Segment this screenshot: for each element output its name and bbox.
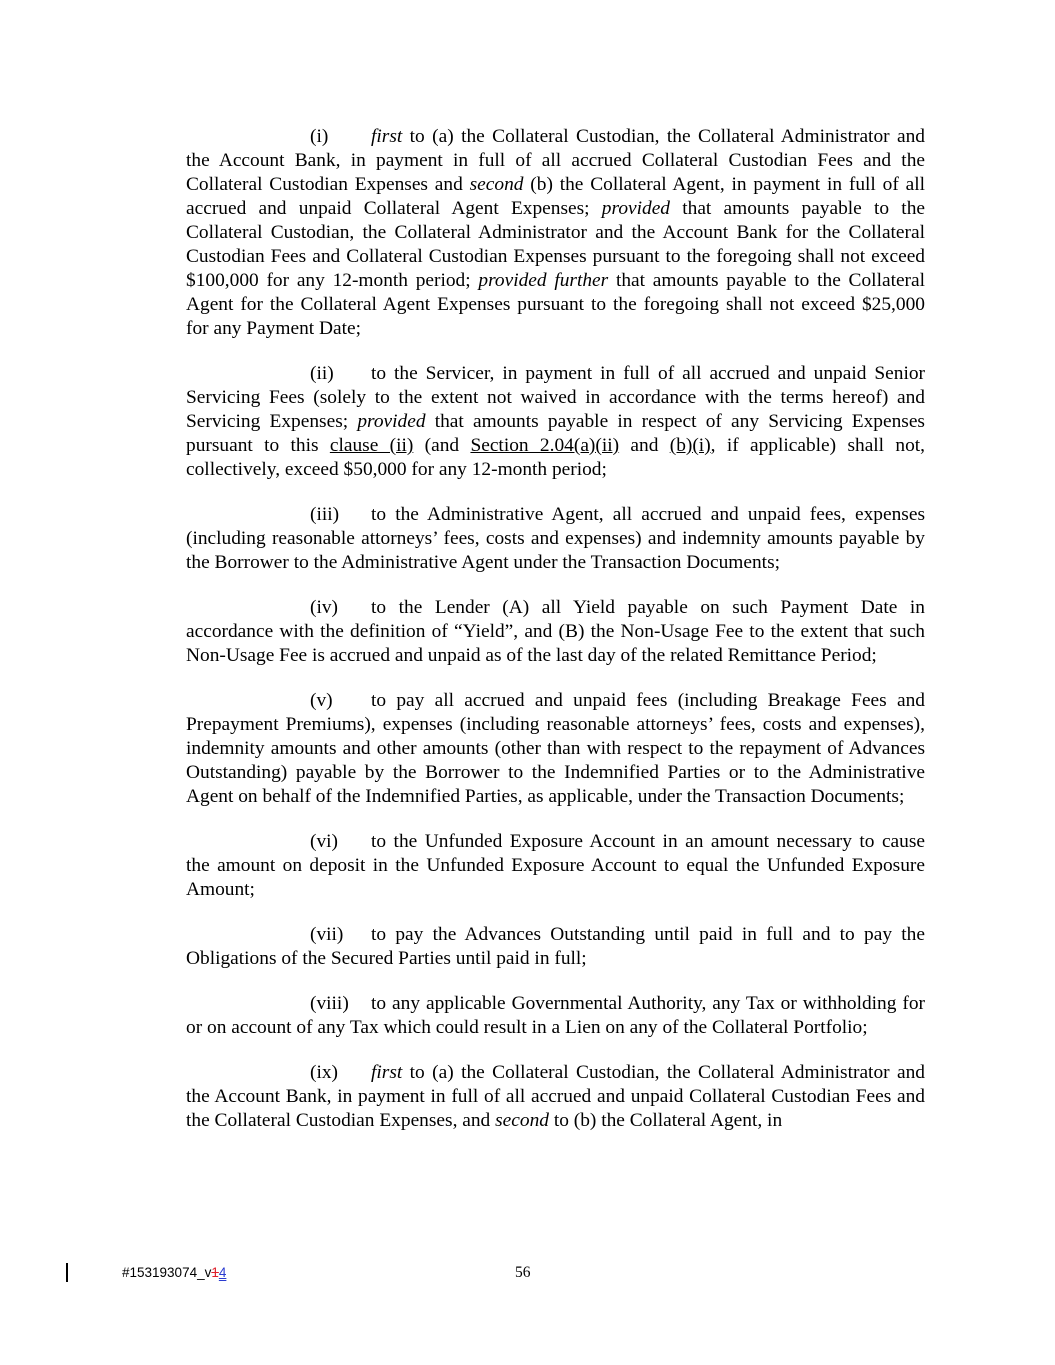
clause-text: (b) the Collateral Agent, in payment in full of all accrued and unpaid Collateral Agent Expenses;: [186, 174, 925, 219]
italic-term: provided further: [478, 270, 609, 291]
clause-text: to (a) the Collateral Custodian, the Collateral Administrator and the Account Bank, in payment in full of all accrued Collateral Custodian Fees and the Collateral Custodian Expenses and: [186, 126, 925, 195]
italic-term: second: [495, 1110, 549, 1131]
clause-text: to (b) the Collateral Agent, in: [548, 1110, 783, 1131]
clause-paragraph: [186, 923, 925, 971]
clause-paragraph: [186, 596, 925, 668]
change-bar-marker: [66, 1263, 68, 1282]
clause-number: (ii): [310, 363, 334, 384]
italic-term: provided: [601, 198, 671, 219]
clause-number: (vi): [310, 831, 338, 852]
clause-paragraph: [186, 992, 925, 1040]
cross-reference: clause (ii): [329, 435, 414, 456]
clause-paragraph: [186, 503, 925, 575]
clause-text: to pay all accrued and unpaid fees (including Breakage Fees and Prepayment Premiums), expenses (including reasonable attorneys’ fees, costs and expenses), indemnity amounts and other amounts (other than with respect to the repayment of Advances Outstanding) payable by the Borrower to the Indemnified Parties or to the Administrative Agent on behalf of the Indemnified Parties, as applicable, under the Transaction Documents;: [186, 690, 925, 807]
clause-text: to pay the Advances Outstanding until paid in full and to pay the Obligations of the Secured Parties until paid in full;: [186, 924, 925, 969]
cross-reference: (b)(i): [669, 435, 711, 456]
clause-paragraph: [186, 689, 925, 809]
italic-term: provided: [357, 411, 426, 432]
footer-document-id: [122, 1265, 226, 1280]
clause-text: that amounts payable to the Collateral Agent for the Collateral Agent Expenses pursuant to the foregoing shall not exceed $25,000 for any Payment Date;: [186, 270, 926, 339]
clause-number: (iii): [310, 504, 340, 525]
clause-number: (ix): [310, 1062, 338, 1083]
clause-text: to the Unfunded Exposure Account in an amount necessary to cause the amount on deposit in the Unfunded Exposure Account to equal the Unfunded Exposure Amount;: [186, 831, 925, 900]
clause-number: (vii): [310, 924, 344, 945]
clause-text: to the Lender (A) all Yield payable on such Payment Date in accordance with the definition of “Yield”, and (B) the Non-Usage Fee to the extent that such Non-Usage Fee is accrued and unpaid as of the last day of the related Remittance Period;: [186, 597, 925, 666]
clause-text: (and: [413, 435, 471, 456]
doc-id-prefix: #153193074_v: [122, 1265, 212, 1280]
clause-paragraph: [186, 1061, 925, 1133]
document-body: [186, 125, 925, 1154]
clause-number: (v): [310, 690, 333, 711]
italic-term: first: [371, 126, 403, 147]
clause-text: to any applicable Governmental Authority, any Tax or withholding for or on account of any Tax which could result in a Lien on any of the Collateral Portfolio;: [186, 993, 925, 1038]
clause-number: (i): [310, 126, 329, 147]
clause-text: to the Administrative Agent, all accrued and unpaid fees, expenses (including reasonable attorneys’ fees, costs and expenses) and indemnity amounts payable by the Borrower to the Administrative Agent under the Transaction Documents;: [186, 504, 925, 573]
italic-term: second: [469, 174, 524, 195]
clause-paragraph: [186, 125, 925, 341]
clause-number: (iv): [310, 597, 338, 618]
clause-paragraph: [186, 362, 925, 482]
italic-term: first: [371, 1062, 403, 1083]
doc-id-deleted-version: 1: [211, 1265, 219, 1280]
clause-text: that amounts payable in respect of any Servicing Expenses pursuant to this: [186, 411, 925, 456]
doc-id-inserted-version: 4: [218, 1265, 227, 1280]
clause-text: to the Servicer, in payment in full of all accrued and unpaid Senior Servicing Fees (solely to the extent not waived in accordance with the terms hereof) and Servicing Expenses;: [186, 363, 925, 432]
clause-text: , if applicable) shall not, collectively, exceed $50,000 for any 12-month period;: [186, 435, 926, 480]
clause-text: that amounts payable to the Collateral Custodian, the Collateral Administrator and the Account Bank for the Collateral Custodian Fees and Collateral Custodian Expenses pursuant to the foregoing shall not exceed $100,000 for any 12-month period;: [186, 198, 925, 291]
clause-text: to (a) the Collateral Custodian, the Collateral Administrator and the Account Bank, in payment in full of all accrued and unpaid Collateral Custodian Fees and the Collateral Custodian Expenses, and: [186, 1062, 925, 1131]
page-number: 56: [515, 1264, 531, 1281]
cross-reference: Section 2.04(a)(ii): [470, 435, 620, 456]
clause-number: (viii): [310, 993, 349, 1014]
clause-paragraph: [186, 830, 925, 902]
clause-text: and: [619, 435, 670, 456]
